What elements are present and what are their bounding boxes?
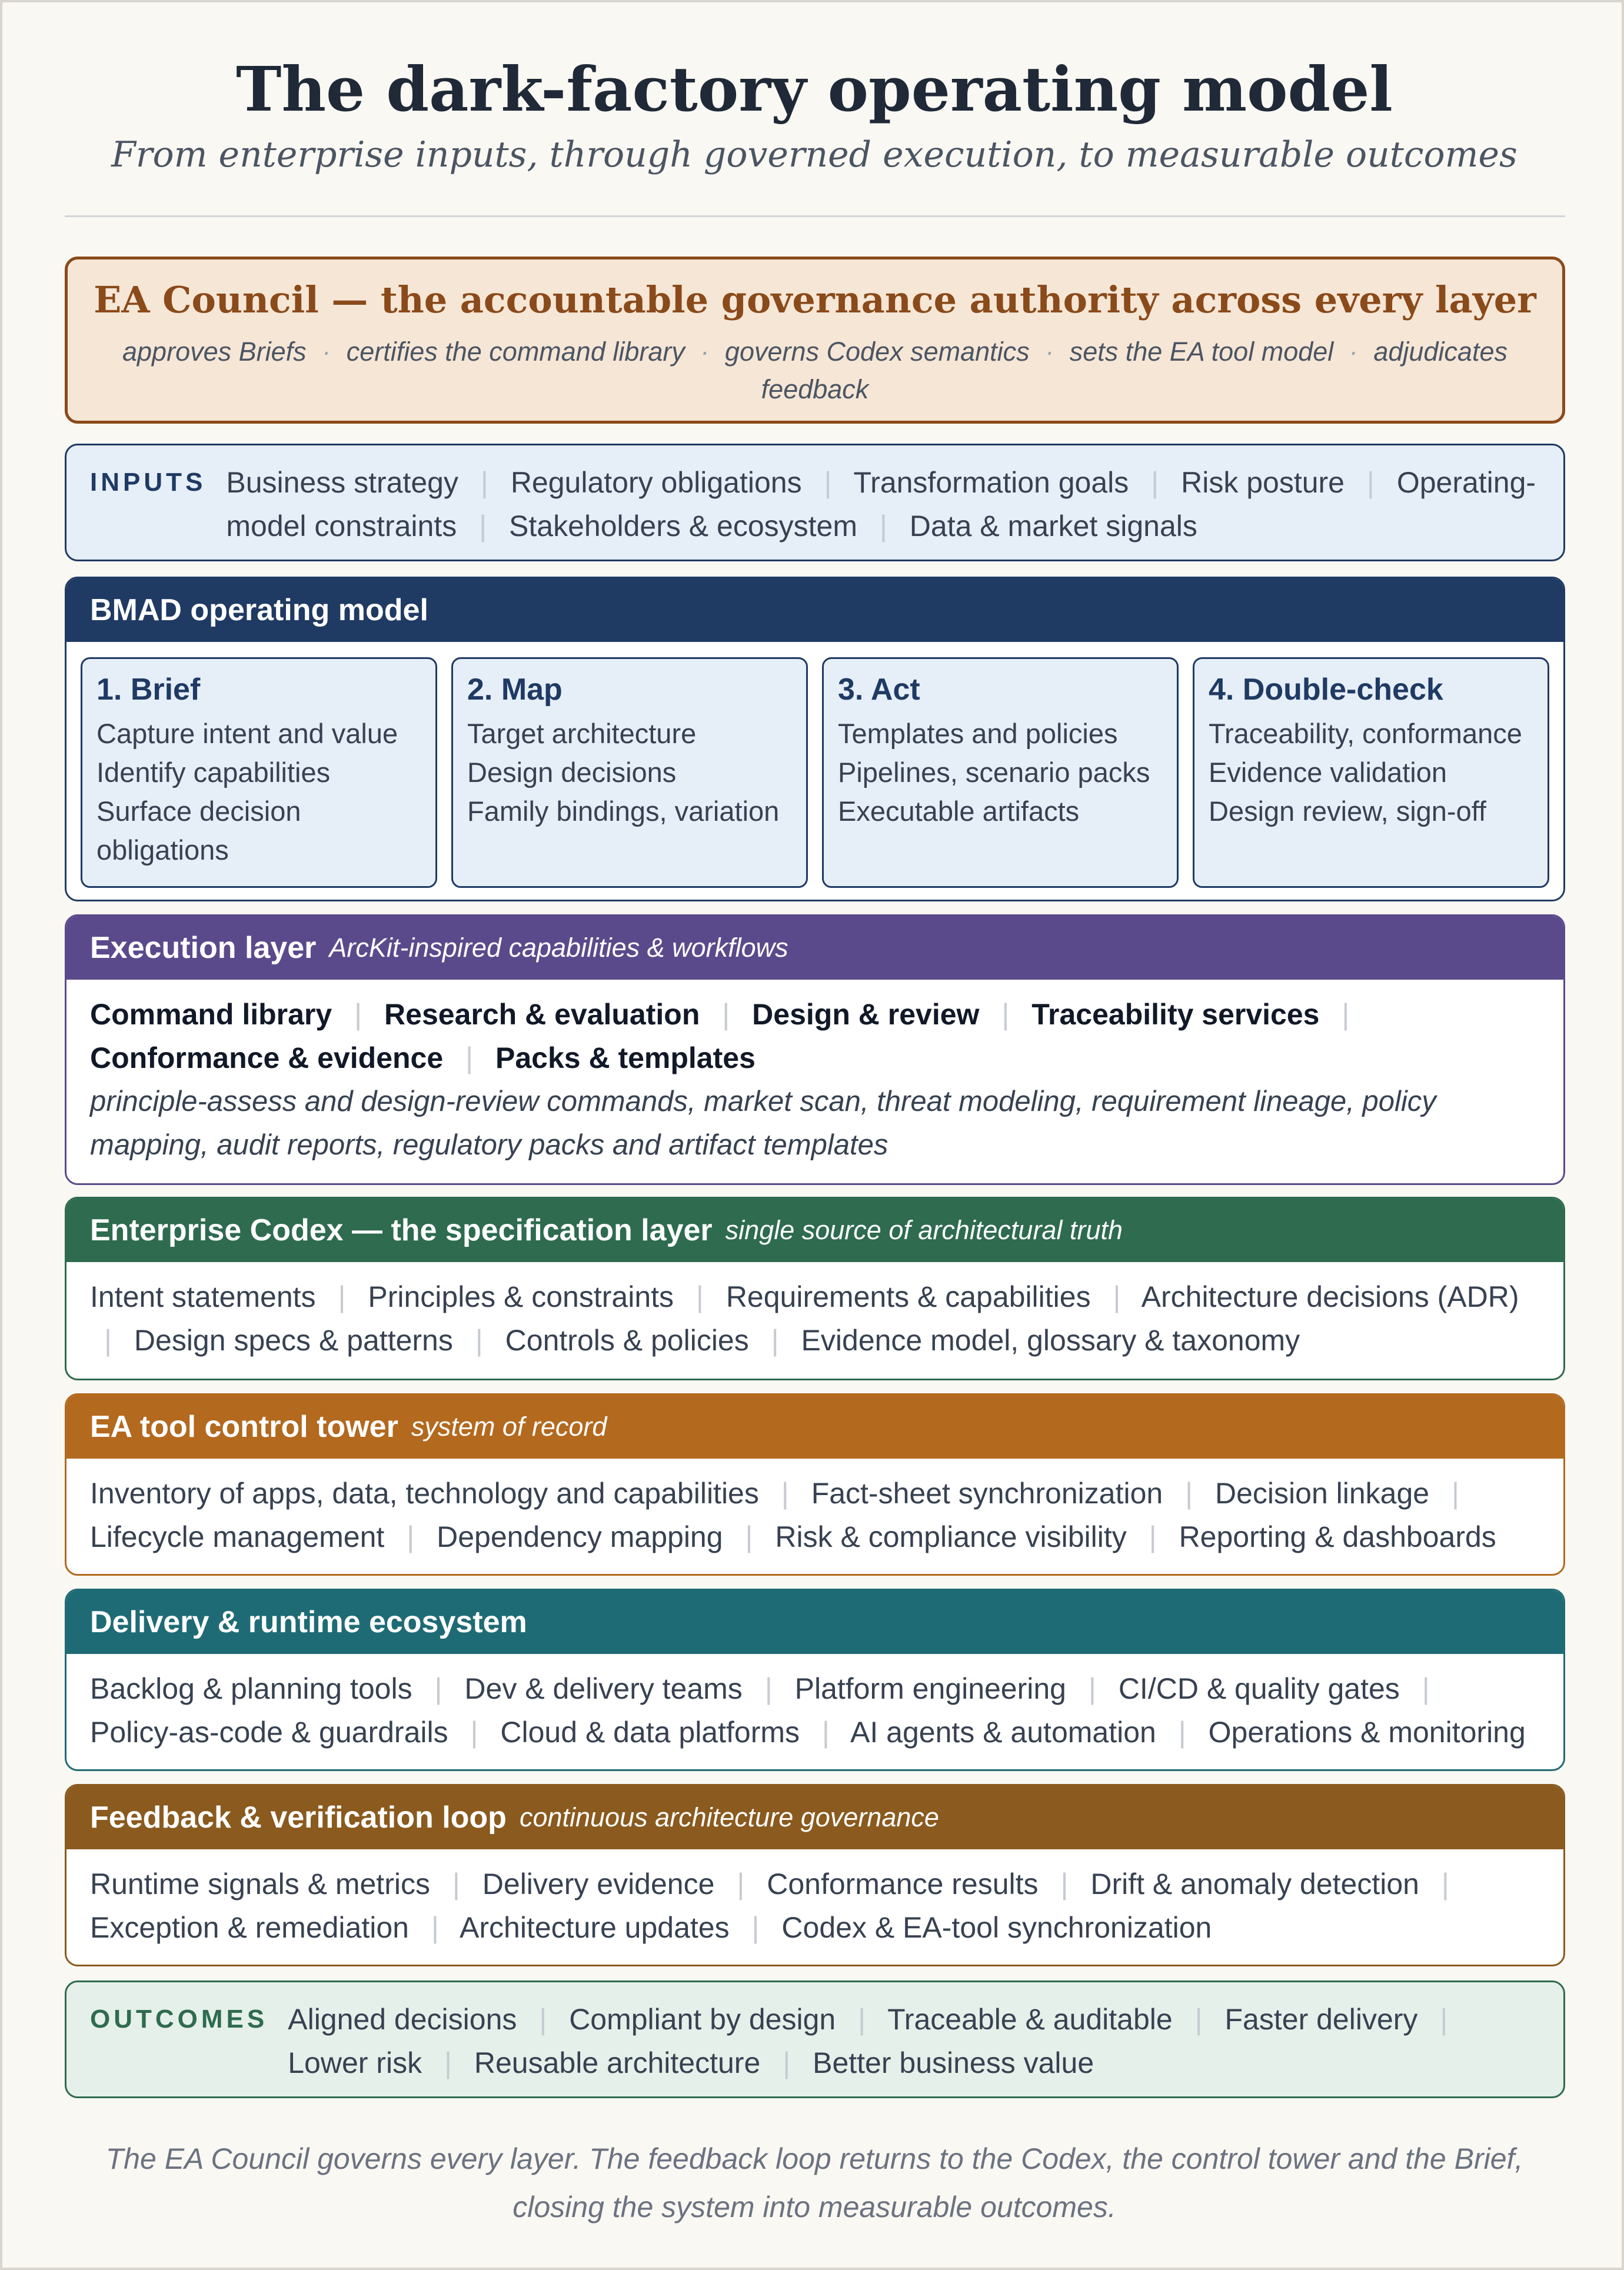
separator: | bbox=[858, 2003, 866, 2036]
step-title: 3. Act bbox=[838, 673, 920, 707]
enterprise-codex-section bbox=[65, 1197, 1565, 1380]
list-item: Codex & EA-tool synchronization bbox=[781, 1911, 1212, 1944]
list-item: Reporting & dashboards bbox=[1179, 1520, 1496, 1553]
separator: | bbox=[745, 1520, 753, 1553]
separator: | bbox=[444, 2046, 452, 2079]
list-item: Risk & compliance visibility bbox=[775, 1520, 1127, 1553]
list-item: certifies the command library bbox=[346, 337, 685, 367]
ea-council-box bbox=[65, 257, 1565, 424]
separator: | bbox=[1422, 1672, 1430, 1705]
separator: | bbox=[475, 1324, 483, 1357]
ea-council-duties bbox=[103, 333, 1527, 408]
tower-subtitle: system of record bbox=[411, 1412, 607, 1442]
separator: | bbox=[821, 1716, 830, 1749]
separator: | bbox=[1441, 1868, 1449, 1900]
step-line: Surface decision obligations bbox=[96, 796, 301, 866]
list-item: AI agents & automation bbox=[850, 1716, 1156, 1749]
list-item: Principles & constraints bbox=[368, 1280, 674, 1313]
separator: | bbox=[1149, 1520, 1157, 1553]
separator: | bbox=[431, 1911, 439, 1944]
list-item: Cloud & data platforms bbox=[500, 1716, 800, 1749]
separator: | bbox=[480, 466, 488, 499]
list-item: Lifecycle management bbox=[90, 1520, 385, 1553]
list-item: Regulatory obligations bbox=[510, 466, 802, 499]
list-item: Stakeholders & ecosystem bbox=[509, 510, 857, 542]
list-item: Backlog & planning tools bbox=[90, 1672, 412, 1705]
step-title: 1. Brief bbox=[96, 673, 201, 707]
step-line: Design decisions bbox=[467, 757, 677, 788]
list-item: Architecture updates bbox=[460, 1911, 730, 1944]
separator: | bbox=[470, 1716, 478, 1749]
separator: | bbox=[1366, 466, 1375, 499]
separator: | bbox=[824, 466, 832, 499]
feedback-title: Feedback & verification loop bbox=[90, 1800, 507, 1835]
separator: | bbox=[104, 1324, 112, 1357]
step-line: Target architecture bbox=[467, 718, 697, 749]
separator: | bbox=[1194, 2003, 1203, 2036]
execution-description: principle-assess and design-review commands, market scan, threat modeling, requirement lineage, policy mapping, audit reports, regulatory packs and artifact templates bbox=[90, 1086, 1436, 1161]
list-item: approves Briefs bbox=[122, 337, 307, 367]
inputs-list bbox=[226, 461, 1540, 548]
list-item: Research & evaluation bbox=[384, 998, 700, 1031]
footer-note: The EA Council governs every layer. The feedback loop returns to the Codex, the control tower and the Brief, closing the system into measurable outcomes. bbox=[105, 2142, 1523, 2224]
delivery-title: Delivery & runtime ecosystem bbox=[90, 1605, 527, 1639]
list-item: Design specs & patterns bbox=[134, 1324, 453, 1357]
bmad-step-double-check bbox=[1193, 657, 1549, 888]
tower-header bbox=[66, 1395, 1563, 1459]
list-item: Fact-sheet synchronization bbox=[811, 1477, 1163, 1510]
step-line: Pipelines, scenario packs bbox=[838, 757, 1150, 788]
list-item: governs Codex semantics bbox=[724, 337, 1030, 367]
separator: | bbox=[781, 1477, 789, 1510]
outcomes-list bbox=[288, 1998, 1540, 2085]
tower-title: EA tool control tower bbox=[90, 1410, 398, 1444]
separator: | bbox=[1342, 998, 1350, 1031]
separator: | bbox=[1151, 466, 1159, 499]
list-item: Better business value bbox=[813, 2046, 1094, 2079]
list-item: Faster delivery bbox=[1224, 2003, 1418, 2036]
separator: | bbox=[783, 2046, 791, 2079]
inputs-box bbox=[65, 444, 1565, 561]
separator: | bbox=[1060, 1868, 1069, 1900]
execution-title: Execution layer bbox=[90, 931, 317, 965]
list-item: Risk posture bbox=[1181, 466, 1345, 499]
step-line: Design review, sign-off bbox=[1209, 796, 1486, 827]
separator: | bbox=[751, 1911, 760, 1944]
delivery-runtime-section bbox=[65, 1589, 1565, 1771]
list-item: Requirements & capabilities bbox=[726, 1280, 1091, 1313]
step-line: Identify capabilities bbox=[96, 757, 331, 788]
separator: | bbox=[539, 2003, 547, 2036]
execution-subtitle: ArcKit-inspired capabilities & workflows bbox=[329, 933, 788, 963]
step-line: Executable artifacts bbox=[838, 796, 1080, 827]
list-item: Transformation goals bbox=[853, 466, 1129, 499]
bmad-step-map bbox=[451, 657, 808, 888]
bmad-section bbox=[65, 577, 1565, 901]
list-item: Controls & policies bbox=[505, 1324, 749, 1357]
list-item: sets the EA tool model bbox=[1069, 337, 1334, 367]
outcomes-box bbox=[65, 1981, 1565, 2098]
separator: | bbox=[764, 1672, 773, 1705]
separator: | bbox=[1113, 1280, 1121, 1313]
bmad-title: BMAD operating model bbox=[90, 593, 428, 627]
list-item: Traceable & auditable bbox=[887, 2003, 1173, 2036]
separator: | bbox=[452, 1868, 460, 1900]
list-item: Intent statements bbox=[90, 1280, 316, 1313]
list-item: Policy-as-code & guardrails bbox=[90, 1716, 448, 1749]
list-item: adjudicates feedback bbox=[761, 337, 1507, 404]
execution-header bbox=[66, 916, 1563, 980]
list-item: Dev & delivery teams bbox=[464, 1672, 743, 1705]
separator: | bbox=[1452, 1477, 1460, 1510]
separator: · bbox=[322, 337, 331, 367]
delivery-header bbox=[66, 1590, 1563, 1654]
bmad-steps bbox=[81, 657, 1549, 888]
list-item: Conformance & evidence bbox=[90, 1041, 444, 1074]
tower-list bbox=[66, 1459, 1563, 1559]
separator: · bbox=[1045, 337, 1054, 367]
list-item: Compliant by design bbox=[569, 2003, 836, 2036]
step-line: Capture intent and value bbox=[96, 718, 398, 749]
step-line: Evidence validation bbox=[1209, 757, 1447, 788]
list-item: Reusable architecture bbox=[474, 2046, 761, 2079]
separator: | bbox=[1178, 1716, 1186, 1749]
list-item: Design & review bbox=[752, 998, 980, 1031]
separator: | bbox=[695, 1280, 704, 1313]
separator: · bbox=[700, 337, 710, 367]
separator: | bbox=[354, 998, 362, 1031]
feedback-subtitle: continuous architecture governance bbox=[519, 1802, 939, 1832]
divider bbox=[65, 215, 1565, 217]
list-item: CI/CD & quality gates bbox=[1118, 1672, 1400, 1705]
list-item: Delivery evidence bbox=[482, 1868, 715, 1900]
step-line: Family bindings, variation bbox=[467, 796, 780, 827]
page-title: The dark-factory operating model bbox=[236, 53, 1393, 125]
step-line: Templates and policies bbox=[838, 718, 1118, 749]
list-item: Evidence model, glossary & taxonomy bbox=[801, 1324, 1300, 1357]
step-title: 2. Map bbox=[467, 673, 563, 707]
list-item: Decision linkage bbox=[1215, 1477, 1430, 1510]
list-item: Runtime signals & metrics bbox=[90, 1868, 430, 1900]
ea-council-title: EA Council — the accountable governance authority across every layer bbox=[94, 278, 1536, 321]
execution-capabilities bbox=[90, 993, 1540, 1080]
list-item: Traceability services bbox=[1031, 998, 1320, 1031]
outcomes-tag: OUTCOMES bbox=[90, 2005, 268, 2033]
list-item: Lower risk bbox=[288, 2046, 422, 2079]
page-subtitle: From enterprise inputs, through governed execution, to measurable outcomes bbox=[111, 134, 1517, 175]
separator: | bbox=[771, 1324, 779, 1357]
separator: | bbox=[722, 998, 730, 1031]
execution-layer-section bbox=[65, 914, 1565, 1185]
list-item: Conformance results bbox=[767, 1868, 1039, 1900]
separator: | bbox=[479, 510, 487, 542]
list-item: Data & market signals bbox=[909, 510, 1197, 542]
bmad-step-act bbox=[822, 657, 1179, 888]
list-item: Exception & remediation bbox=[90, 1911, 409, 1944]
execution-body bbox=[66, 980, 1563, 1167]
feedback-list bbox=[66, 1849, 1563, 1949]
feedback-header bbox=[66, 1786, 1563, 1849]
separator: | bbox=[434, 1672, 442, 1705]
list-item: Operating-model constraints bbox=[226, 466, 1536, 542]
list-item: Inventory of apps, data, technology and capabilities bbox=[90, 1477, 759, 1510]
list-item: Architecture decisions (ADR) bbox=[1141, 1280, 1519, 1313]
list-item: Operations & monitoring bbox=[1208, 1716, 1526, 1749]
list-item: Aligned decisions bbox=[288, 2003, 517, 2036]
delivery-list bbox=[66, 1654, 1563, 1754]
separator: | bbox=[879, 510, 887, 542]
separator: | bbox=[1001, 998, 1010, 1031]
separator: · bbox=[1349, 337, 1358, 367]
separator: | bbox=[407, 1520, 415, 1553]
codex-title: Enterprise Codex — the specification layer bbox=[90, 1213, 713, 1247]
step-line: Traceability, conformance bbox=[1209, 718, 1522, 749]
bmad-step-brief bbox=[81, 657, 437, 888]
separator: | bbox=[338, 1280, 346, 1313]
codex-subtitle: single source of architectural truth bbox=[725, 1215, 1123, 1245]
separator: | bbox=[465, 1041, 474, 1074]
bmad-header bbox=[66, 578, 1563, 642]
separator: | bbox=[1440, 2003, 1448, 2036]
codex-list bbox=[66, 1262, 1563, 1362]
list-item: Business strategy bbox=[226, 466, 458, 499]
control-tower-section bbox=[65, 1393, 1565, 1576]
inputs-tag: INPUTS bbox=[90, 468, 207, 497]
list-item: Drift & anomaly detection bbox=[1090, 1868, 1419, 1900]
list-item: Packs & templates bbox=[495, 1041, 756, 1074]
separator: | bbox=[737, 1868, 745, 1900]
list-item: Dependency mapping bbox=[437, 1520, 723, 1553]
separator: | bbox=[1185, 1477, 1193, 1510]
separator: | bbox=[1088, 1672, 1096, 1705]
list-item: Platform engineering bbox=[794, 1672, 1066, 1705]
codex-header bbox=[66, 1199, 1563, 1262]
list-item: Command library bbox=[90, 998, 332, 1031]
feedback-loop-section bbox=[65, 1784, 1565, 1966]
step-title: 4. Double-check bbox=[1209, 673, 1443, 707]
